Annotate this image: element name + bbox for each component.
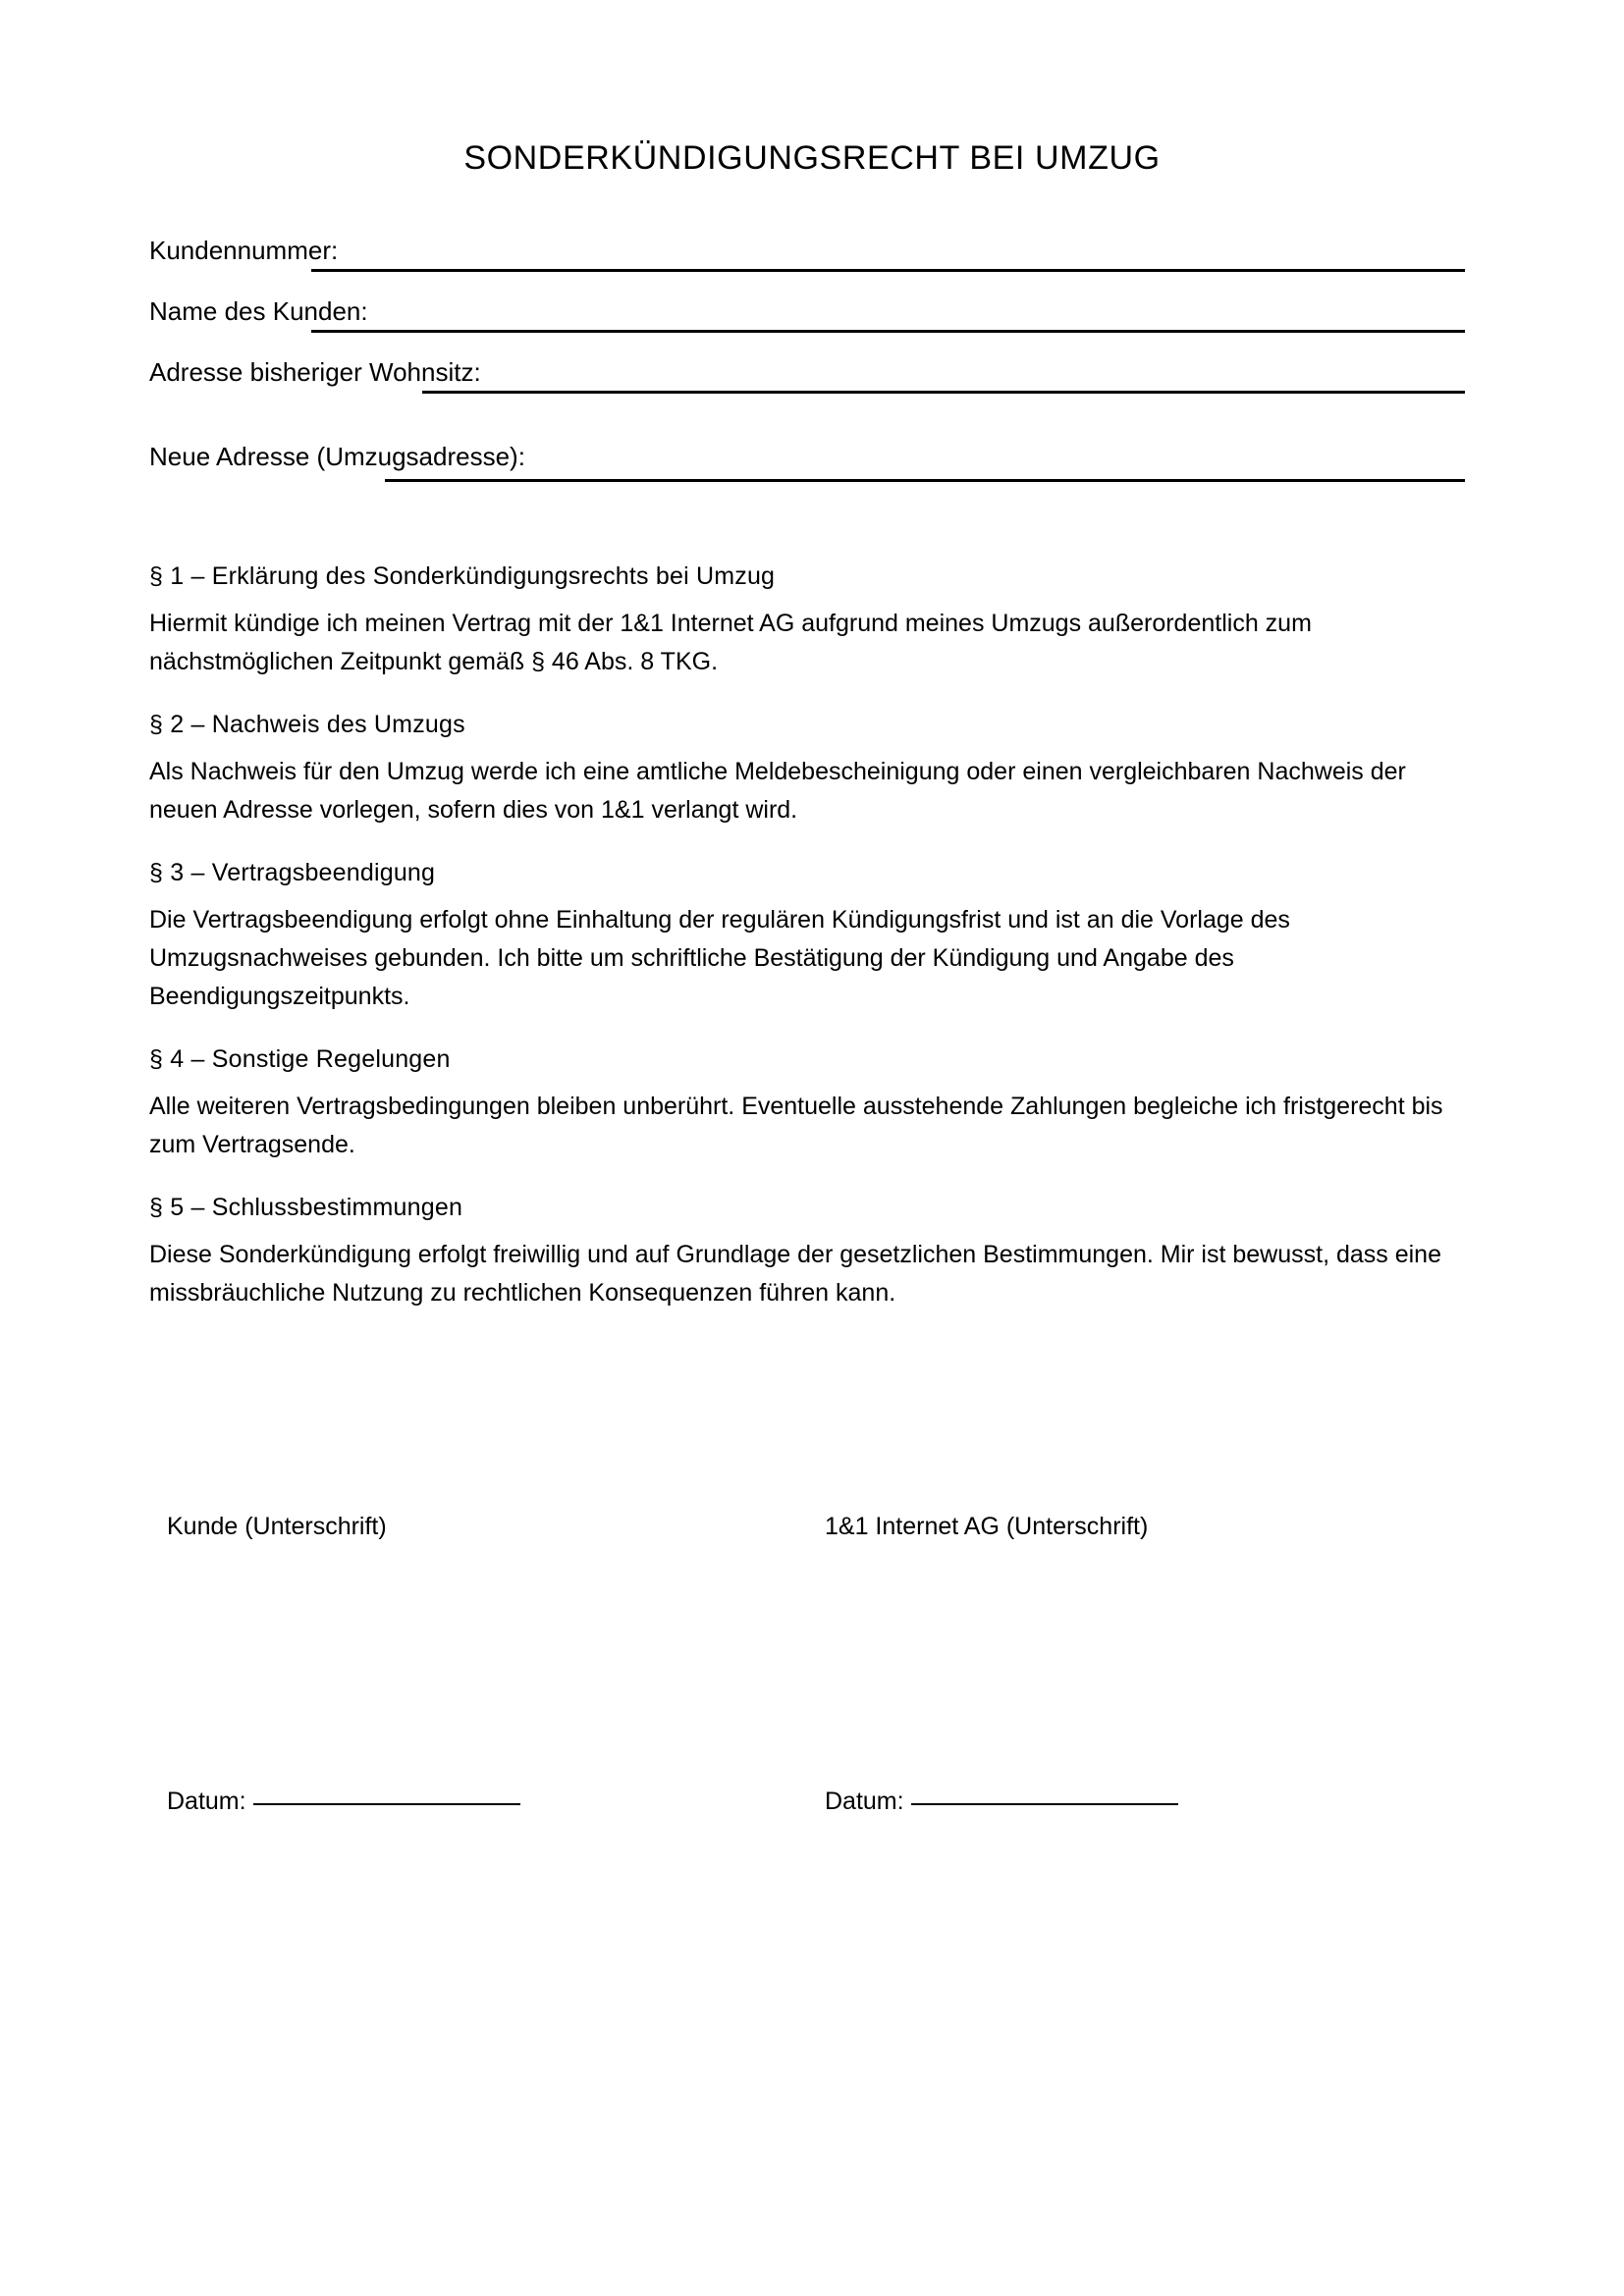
clauses-container — [149, 560, 1457, 1312]
clause-5 — [149, 1191, 1457, 1312]
label-neue-adresse: Neue Adresse (Umzugsadresse): — [149, 442, 525, 471]
date-input-customer[interactable] — [253, 1803, 520, 1805]
input-neue-adresse[interactable] — [385, 479, 1465, 482]
clause-2-body: Als Nachweis für den Umzug werde ich eine amtliche Meldebescheinigung oder einen vergleichbaren Nachweis der neuen Adresse vorlegen, sofern dies von 1&1 verlangt wird. — [149, 758, 1406, 824]
input-adresse-bisheriger-wohnsitz[interactable] — [422, 391, 1465, 394]
signature-label-customer: Kunde (Unterschrift) — [167, 1513, 387, 1540]
date-input-company[interactable] — [911, 1803, 1178, 1805]
form-row-adresse-bisheriger-wohnsitz — [149, 355, 1465, 416]
clause-5-body: Diese Sonderkündigung erfolgt freiwillig und auf Grundlage der gesetzlichen Bestimmungen. Mir ist bewusst, dass eine missbräuchliche Nutzung zu rechtlichen Konsequenzen führen kann. — [149, 1241, 1441, 1307]
date-row — [167, 1785, 1463, 1828]
label-adresse-bisheriger-wohnsitz: Adresse bisheriger Wohnsitz: — [149, 357, 481, 387]
form-row-neue-adresse — [149, 440, 1465, 501]
date-field-customer — [167, 1785, 520, 1818]
clause-1-heading: § 1 – Erklärung des Sonderkündigungsrechts bei Umzug — [149, 562, 776, 590]
label-name-des-kunden: Name des Kunden: — [149, 296, 368, 326]
form-row-name-des-kunden — [149, 294, 1465, 355]
label-kundennummer: Kundennummer: — [149, 236, 339, 265]
customer-details-form — [149, 234, 1465, 501]
clause-2 — [149, 708, 1457, 829]
clause-5-heading: § 5 – Schlussbestimmungen — [149, 1194, 463, 1221]
input-name-des-kunden[interactable] — [311, 330, 1465, 333]
clause-2-heading: § 2 – Nachweis des Umzugs — [149, 711, 465, 738]
date-label-company: Datum: — [825, 1788, 904, 1815]
page-title: SONDERKÜNDIGUNGSRECHT BEI UMZUG — [463, 138, 1161, 177]
date-label-customer: Datum: — [167, 1788, 246, 1815]
input-kundennummer[interactable] — [311, 269, 1465, 272]
signature-label-company: 1&1 Internet AG (Unterschrift) — [825, 1513, 1149, 1540]
signature-label-row — [167, 1510, 1463, 1549]
clause-3-heading: § 3 – Vertragsbeendigung — [149, 859, 436, 886]
form-row-kundennummer — [149, 234, 1465, 294]
signature-area — [167, 1510, 1463, 1549]
clause-1 — [149, 560, 1457, 681]
clause-4 — [149, 1042, 1457, 1164]
clause-4-heading: § 4 – Sonstige Regelungen — [149, 1045, 451, 1073]
clause-1-body: Hiermit kündige ich meinen Vertrag mit der 1&1 Internet AG aufgrund meines Umzugs außerordentlich zum nächstmöglichen Zeitpunkt gemäß § 46 Abs. 8 TKG. — [149, 610, 1312, 675]
date-area — [167, 1785, 1463, 1828]
clause-3-body: Die Vertragsbeendigung erfolgt ohne Einhaltung der regulären Kündigungsfrist und ist an die Vorlage des Umzugsnachweises gebunden. Ich bitte um schriftliche Bestätigung der Kündigung und Angabe des Beendigungszeitpunkts. — [149, 906, 1290, 1010]
clause-4-body: Alle weiteren Vertragsbedingungen bleiben unberührt. Eventuelle ausstehende Zahlungen begleiche ich fristgerecht bis zum Vertragsende. — [149, 1093, 1443, 1158]
clause-3 — [149, 856, 1457, 1016]
date-field-company — [825, 1785, 1178, 1818]
